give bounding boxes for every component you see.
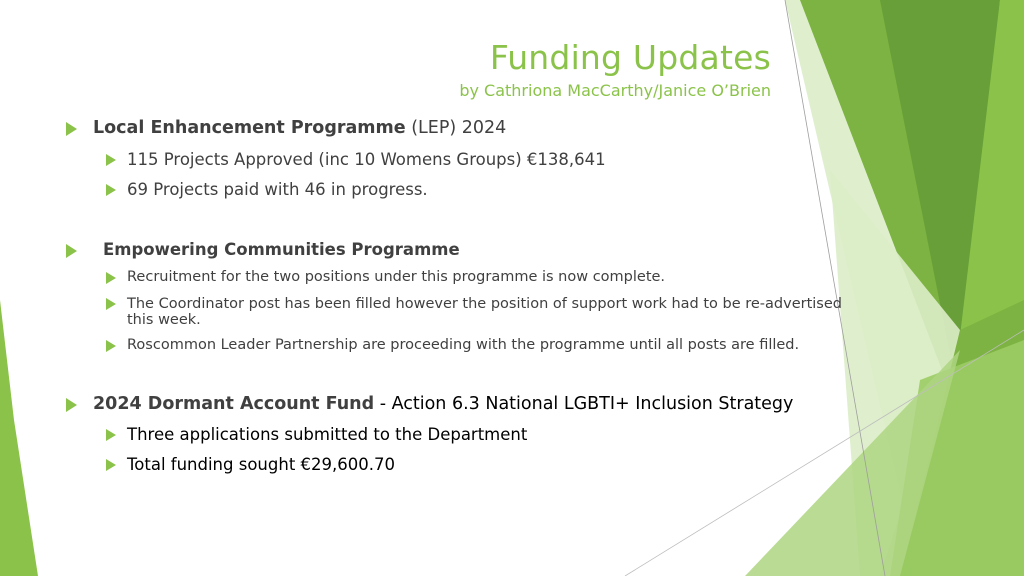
bullet-icon bbox=[66, 398, 77, 412]
list-item: 115 Projects Approved (inc 10 Womens Groups) €138,641 bbox=[127, 150, 606, 169]
bullet-icon bbox=[106, 340, 116, 352]
bullet-icon bbox=[106, 429, 116, 441]
bullet-icon bbox=[106, 184, 116, 196]
list-item: The Coordinator post has been filled however the position of support work had to be re-advertised this week. bbox=[127, 296, 842, 328]
list-item: Total funding sought €29,600.70 bbox=[127, 455, 396, 474]
bullet-icon bbox=[106, 298, 116, 310]
bullet-icon bbox=[66, 244, 77, 258]
bullet-icon bbox=[106, 459, 116, 471]
section-heading-ecp: Empowering Communities Programme bbox=[103, 240, 460, 259]
slide-title: Funding Updates bbox=[489, 38, 771, 77]
list-item: Recruitment for the two positions under this programme is now complete. bbox=[127, 269, 666, 285]
bullet-icon bbox=[106, 154, 116, 166]
slide-subtitle: by Cathriona MacCarthy/Janice O’Brien bbox=[459, 81, 771, 100]
left-edge-sliver bbox=[0, 300, 38, 576]
section-heading-daf bbox=[93, 394, 793, 414]
heading-rest: (LEP) 2024 bbox=[405, 118, 507, 138]
section-heading-lep bbox=[93, 118, 506, 138]
bullet-icon bbox=[106, 272, 116, 284]
bullet-icon bbox=[66, 122, 77, 136]
list-item: Roscommon Leader Partnership are proceeding with the programme until all posts are filled. bbox=[127, 337, 800, 353]
heading-rest: - Action 6.3 National LGBTI+ Inclusion Strategy bbox=[374, 394, 794, 414]
list-item: 69 Projects paid with 46 in progress. bbox=[127, 180, 428, 199]
heading-bold: Local Enhancement Programme bbox=[93, 118, 406, 138]
heading-bold: 2024 Dormant Account Fund bbox=[93, 394, 375, 414]
list-item: Three applications submitted to the Department bbox=[127, 425, 528, 444]
